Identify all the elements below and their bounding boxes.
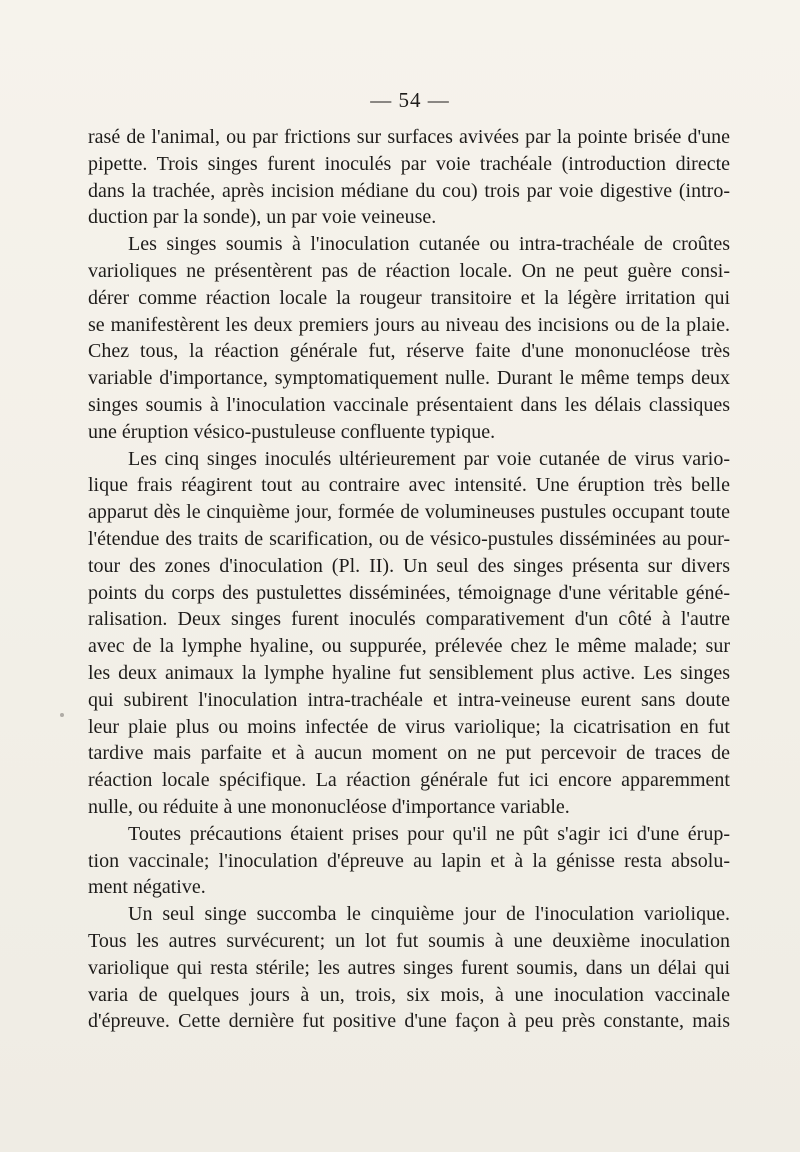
- paragraph-4: [88, 821, 730, 901]
- page-number: — 54 —: [370, 88, 450, 112]
- paragraph-2: [88, 231, 730, 445]
- text-line: varioliques ne présentèrent pas de réaction locale. On ne peut guère consi-: [88, 259, 730, 282]
- paragraph-3: [88, 446, 730, 821]
- text-line: avec de la lymphe hyaline, ou suppurée, prélevée chez le même malade; sur: [88, 635, 730, 658]
- text-line: réaction locale spécifique. La réaction générale fut ici encore apparemment: [88, 769, 730, 792]
- text-line: les deux animaux la lymphe hyaline fut sensiblement plus active. Les singes: [88, 661, 730, 684]
- text-line: qui subirent l'inoculation intra-trachéale et intra-veineuse eurent sans doute: [88, 688, 730, 711]
- text-line: dans la trachée, après incision médiane du cou) trois par voie digestive (intro-: [88, 179, 730, 202]
- text-line: Les singes soumis à l'inoculation cutanée ou intra-trachéale de croûtes: [128, 233, 730, 256]
- text-line: une éruption vésico-pustuleuse confluente typique.: [88, 420, 496, 443]
- text-line: l'étendue des traits de scarification, ou de vésico-pustules disséminées au pour-: [88, 527, 730, 550]
- text-line: duction par la sonde), un par voie veineuse.: [88, 206, 437, 229]
- text-line: tion vaccinale; l'inoculation d'épreuve au lapin et à la génisse resta absolu-: [88, 849, 730, 872]
- paper-speck: [60, 713, 64, 717]
- text-line: se manifestèrent les deux premiers jours au niveau des incisions ou de la plaie.: [88, 313, 730, 336]
- text-line: rasé de l'animal, ou par frictions sur surfaces avivées par la pointe brisée d'une: [88, 126, 730, 148]
- paragraph-5: [88, 901, 730, 1035]
- text-line: lique frais réagirent tout au contraire avec intensité. Une éruption très belle: [88, 474, 730, 497]
- text-line: d'épreuve. Cette dernière fut positive d'une façon à peu près constante, mais: [88, 1010, 730, 1033]
- text-line: Un seul singe succomba le cinquième jour de l'inoculation variolique.: [128, 903, 730, 926]
- text-line: points du corps des pustulettes disséminées, témoignage d'une véritable géné-: [88, 581, 730, 604]
- text-line: tour des zones d'inoculation (Pl. II). Un seul des singes présenta sur divers: [88, 554, 730, 577]
- text-line: leur plaie plus ou moins infectée de virus variolique; la cicatrisation en fut: [88, 715, 730, 738]
- text-line: varia de quelques jours à un, trois, six mois, à une inoculation vaccinale: [88, 983, 730, 1006]
- text-line: singes soumis à l'inoculation vaccinale présentaient dans les délais classiques: [88, 393, 730, 416]
- text-line: variable d'importance, symptomatiquement nulle. Durant le même temps deux: [88, 367, 730, 390]
- paragraph-1: [88, 124, 730, 231]
- text-line: nulle, ou réduite à une mononucléose d'importance variable.: [88, 795, 570, 818]
- text-line: Chez tous, la réaction générale fut, réserve faite d'une mononucléose très: [88, 340, 730, 363]
- body-text: [88, 124, 730, 1035]
- text-line: Les cinq singes inoculés ultérieurement par voie cutanée de virus vario-: [128, 447, 730, 470]
- text-line: tardive mais parfaite et à aucun moment on ne put percevoir de traces de: [88, 742, 730, 765]
- text-line: apparut dès le cinquième jour, formée de volumineuses pustules occupant toute: [88, 501, 730, 524]
- text-line: Tous les autres survécurent; un lot fut soumis à une deuxième inoculation: [88, 929, 730, 952]
- text-line: ment négative.: [88, 876, 206, 899]
- text-line: ralisation. Deux singes furent inoculés comparativement d'un côté à l'autre: [88, 608, 730, 631]
- text-line: dérer comme réaction locale la rougeur transitoire et la légère irritation qui: [88, 286, 730, 309]
- text-line: pipette. Trois singes furent inoculés par voie trachéale (introduction directe: [88, 152, 730, 175]
- text-line: Toutes précautions étaient prises pour qu'il ne pût s'agir ici d'une érup-: [128, 822, 730, 845]
- text-line: variolique qui resta stérile; les autres singes furent soumis, dans un délai qui: [88, 956, 730, 979]
